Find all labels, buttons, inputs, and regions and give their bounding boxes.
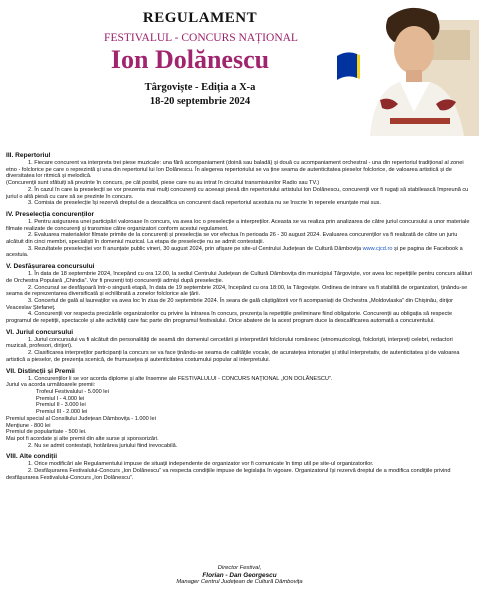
- paragraph: 1. În data de 18 septembrie 2024, începând cu ora 12.00, la sediul Centrului Județean de Cultură Dâmbovița din municipiul Târgoviște, vor avea loc repetițiile pentru concurs alături de Orchestra Populară „Chindia”. Vor fi prezenți toți concurenții admiși după preselecție.: [6, 271, 473, 284]
- paragraph: 1. Fiecare concurent va interpreta trei piese muzicale: una fără acompaniament (doină sau baladă) și două cu acompaniament orchestral - una din repertoriul tradițional al zonei etno - folclorice pe care o reprezintă și una din repertoriul lui Ion Dolănescu. În alegerea repertoriului se va ține seama de autenticitatea pieselor folclorice, de valoarea artistică și de diversitatea lor ritmică și melodică.: [6, 160, 464, 180]
- section-heading: III. Repertoriul: [6, 152, 51, 159]
- prize-item: Premiul de popularitate - 500 lei.: [6, 429, 87, 436]
- paragraph: Juriul va acorda următoarele premii:: [6, 382, 96, 389]
- signature-title: Manager Centrul Județean de Cultură Dâmbovița: [176, 579, 303, 585]
- paragraph: 2. În cazul în care la preselecții se vor prezenta mai mulți concurenți cu aceeași piesă din repertoriului artistului Ion Dolănescu, concurenții vor fi rugați să stabilească împreună cu juriul o altă piesă cu care să se prezinte în concurs.: [6, 186, 469, 200]
- festival-edition: Târgoviște - Ediția a X-a: [144, 82, 256, 93]
- paragraph: 3. Comisia de preselecție își rezervă dreptul de a descalifica un concurent dacă repertoriul acestuia nu se înscrie în reperele enunțate mai sus.: [28, 200, 381, 207]
- website-link[interactable]: www.cjcd.ro: [362, 245, 393, 252]
- document-title: REGULAMENT: [142, 10, 258, 26]
- prize-item: Premiul II - 3.000 lei: [36, 402, 86, 409]
- paragraph: 2. Concursul se desfășoară într-o singură etapă, în data de 19 septembrie 2024, începând cu ora 18:00, la Târgoviște. Ordinea de intrare va fi stabilită de organizatori, ținându-se seama de reprezentarea diversificată și echilibrată a zonelor folclorice ale țării.: [6, 284, 468, 298]
- paragraph: 2. Desfășurarea Festivalului-Concurs „Ion Dolănescu” va respecta condițiile impuse de legislația în vigoare. Organizatorul își rezervă dreptul de a modifica condițiile privind desfășurarea Festivalului-Concurs „Ion Dolănescu”.: [6, 468, 451, 481]
- paragraph: Mai pot fi acordate și alte premii din alte surse și sponsorizări.: [6, 435, 159, 442]
- document-header: [0, 0, 479, 136]
- paragraph: 2. Evaluarea materialelor filmate primite de la concurenți și preselecția se vor efectua în perioada 26 - 30 august 2024. Evaluarea concurenților va fi realizată de către un juriu alcătuit din cinci membri, specialiști în domeniul muzical. La etapa de preselecție nu se admit contestații.: [6, 232, 458, 246]
- paragraph: [6, 246, 474, 259]
- paragraph: 1. Orice modificări ale Regulamentului impuse de situații independente de organizator vor fi comunicate în timp util pe site-ul organizatorilor.: [28, 461, 374, 468]
- prize-item: Premiul I - 4.000 lei: [36, 395, 85, 402]
- paragraph: (Concurenții sunt sfătuiți să prezinte în concurs, pe cât posibil, piese care nu au intrat în circuitul transmisiunilor Radio sau TV.): [6, 180, 320, 187]
- festival-subtitle: FESTIVALUL - CONCURS NAȚIONAL: [104, 32, 298, 44]
- section-heading: VIII. Alte condiții: [6, 453, 58, 461]
- festival-dates: 18-20 septembrie 2024: [149, 96, 251, 107]
- signature-block: [0, 565, 479, 586]
- prize-item: Premiul III - 2.000 lei: [36, 409, 88, 416]
- prize-item: Premiul special al Consiliului Județean Dâmbovița - 1.000 lei: [6, 415, 156, 422]
- paragraph: 2. Nu se admit contestații, hotărârea juriului fiind irevocabilă.: [28, 442, 178, 449]
- signature-name: Florian - Dan Georgescu: [202, 572, 277, 579]
- paragraph: 3. Concertul de gală al laureaților va avea loc în ziua de 20 septembrie 2024. În seara de gală câștigătorii vor fi acompaniați de Orchestra „Moldovlaska” din Chișinău, dirijor Veaceslav Ștefaneț.: [6, 297, 454, 311]
- prize-item: Trofeul Festivalului - 5.000 lei: [36, 388, 109, 395]
- section-heading: IV. Preselecția concurenților: [6, 210, 95, 218]
- section-heading: VI. Juriul concursului: [6, 328, 74, 336]
- regulation-body: [6, 148, 474, 481]
- section-heading: VII. Distincții și Premii: [6, 367, 75, 375]
- paragraph-text: 3. Rezultatele preselecției vor fi anunțate public vineri, 30 august 2024, prin afișare pe site-ul Centrului Județean de Cultură Dâmbovița: [28, 245, 362, 252]
- prize-item: Mențiune - 800 lei: [6, 422, 51, 429]
- paragraph: 4. Concurenții vor respecta precizările organizatorilor cu privire la intrarea în concurs, prezența la repetițiile preliminare fiind obligatorie. Concurenții au obligația să respecte programul de repetiții, spectacole și alte activități care fac parte din programul festivalului. Orice abatere de la acest program duce la descalificarea automată a concurentului.: [6, 311, 453, 325]
- paragraph-text: și pe pagina de Facebook a acestuia.: [6, 245, 463, 259]
- section-heading: V. Desfășurarea concursului: [6, 263, 95, 271]
- festival-name: Ion Dolănescu: [110, 45, 270, 74]
- singer-portrait: [360, 0, 479, 136]
- paragraph: 2. Clasificarea interpreților participanți la concurs se va face ținându-se seama de calitățile vocale, de acuratețea intonației și stilul interpretativ, de autenticitatea și de valoarea artistică a pieselor, de prezența scenică, de frumusețea și autenticitatea costumului popular al interpretului.: [6, 350, 460, 363]
- signature-role: Director Festival,: [217, 565, 262, 571]
- paragraph: 1. Pentru asigurarea unei participări valoroase în concurs, va avea loc o preselecție a interpreților. Aceasta se va realiza prin analizarea de către juriul concursului a unor materiale filmate realizate de concurenți și transmise către organizatori conform acestui regulament.: [6, 218, 470, 232]
- paragraph: 1. Concurenților li se vor acorda diplome și alte însemne ale FESTIVALULUI - CONCURS NAȚIONAL „ION DOLĂNESCU”.: [28, 375, 333, 382]
- paragraph: 1. Juriul concursului va fi alcătuit din personalități de seamă din domeniul cercetării și interpretării folclorului românesc (etnomuzicologi, folcloriști, interpreți celebri, redactori muzicali, profesori, dirijori).: [6, 336, 453, 350]
